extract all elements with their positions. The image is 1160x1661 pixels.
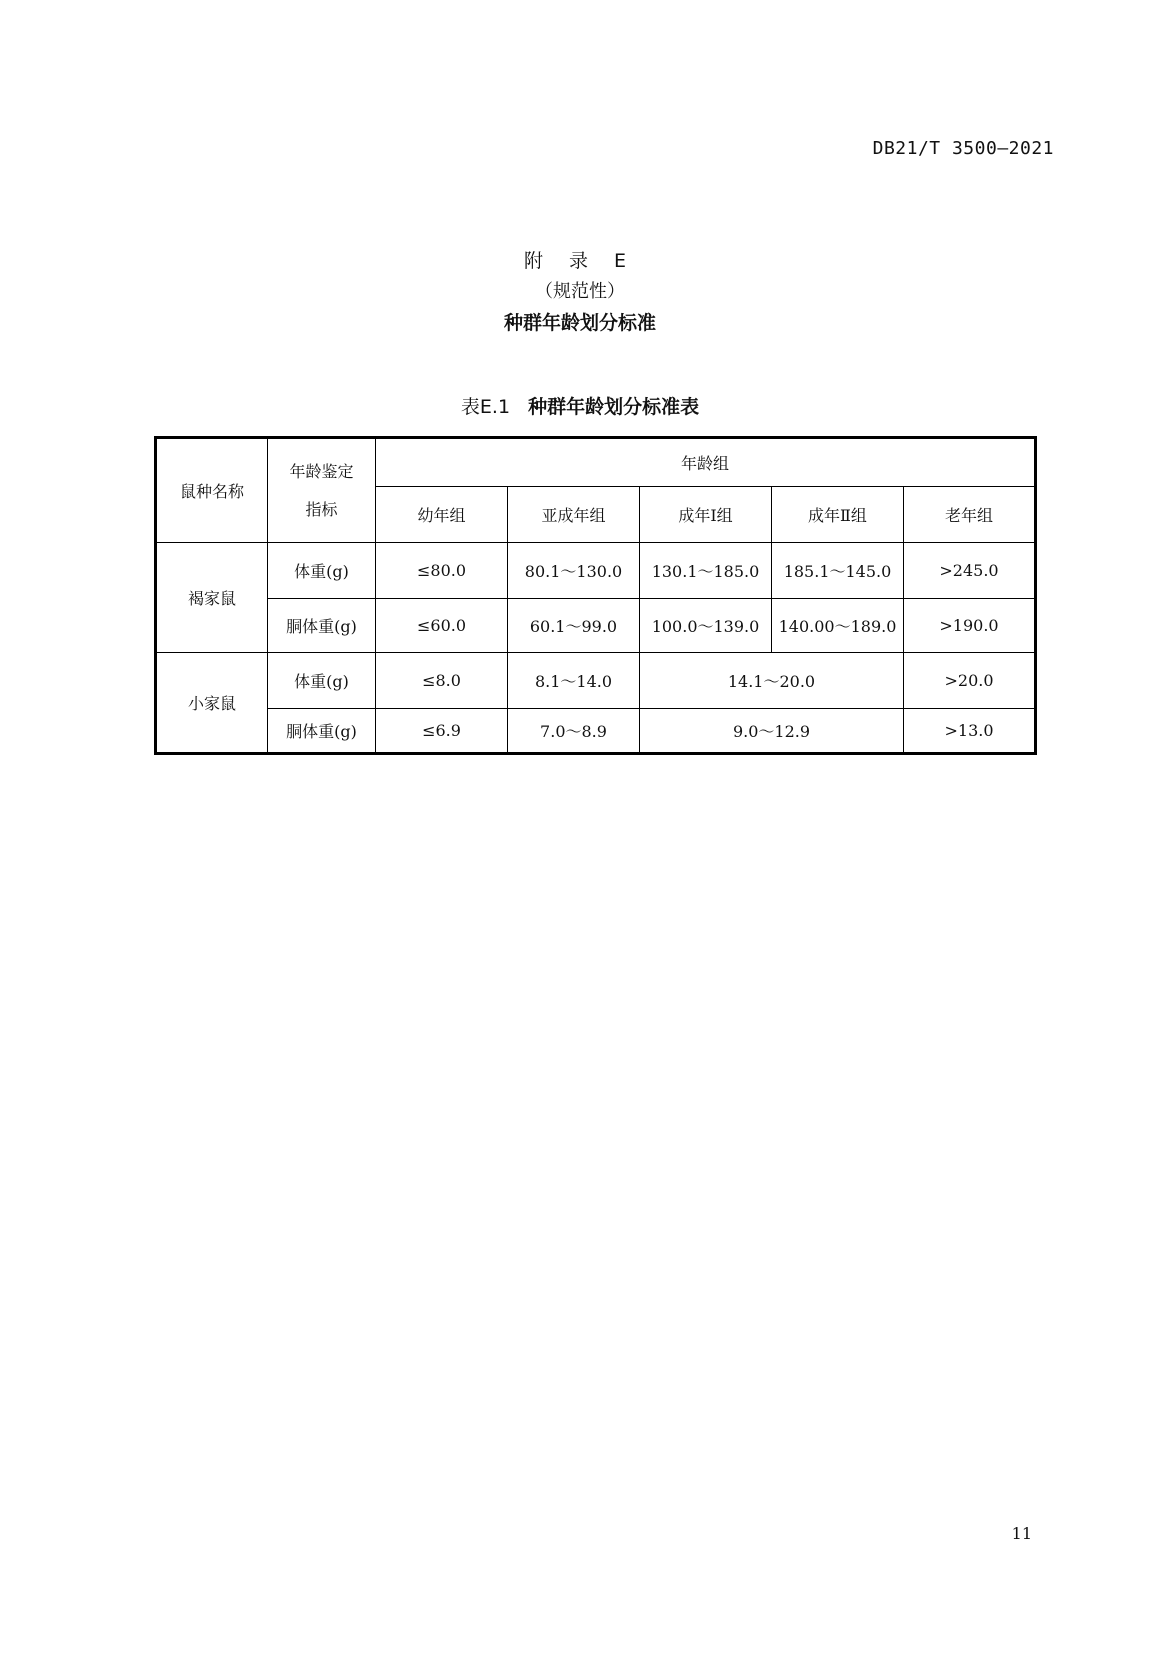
value-cell: >245.0 [904,543,1036,599]
value-cell: ≤80.0 [376,543,508,599]
table-row [156,599,1036,653]
indicator-cell: 胴体重(g) [268,599,376,653]
table-caption-title: 种群年龄划分标准表 [528,396,700,418]
document-code: DB21/T 3500—2021 [872,138,1054,159]
header-indicator [268,438,376,543]
value-cell: >20.0 [904,653,1036,709]
value-cell-merged: 9.0～12.9 [640,709,904,754]
header-age-old: 老年组 [904,487,1036,543]
header-age-group: 年龄组 [376,438,1036,487]
value-cell: ≤6.9 [376,709,508,754]
table-caption [0,392,1160,419]
header-species: 鼠种名称 [156,438,268,543]
header-age-adult-2: 成年Ⅱ组 [772,487,904,543]
value-cell: 7.0～8.9 [508,709,640,754]
page-number: 11 [1011,1524,1032,1543]
table-row [156,709,1036,754]
header-age-juvenile: 幼年组 [376,487,508,543]
table-caption-number: 表E.1 [460,396,511,418]
value-cell: 60.1～99.0 [508,599,640,653]
species-name: 小家鼠 [156,653,268,754]
table-row [156,653,1036,709]
header-row [156,438,1036,487]
appendix-title: 种群年龄划分标准 [503,312,656,334]
appendix-type: （规范性） [535,281,625,302]
indicator-cell: 胴体重(g) [268,709,376,754]
indicator-cell: 体重(g) [268,653,376,709]
species-name: 褐家鼠 [156,543,268,653]
value-cell: 8.1～14.0 [508,653,640,709]
header-age-adult-1: 成年Ⅰ组 [640,487,772,543]
value-cell: 185.1～145.0 [772,543,904,599]
indicator-cell: 体重(g) [268,543,376,599]
value-cell: >190.0 [904,599,1036,653]
header-indicator-line1: 年龄鉴定 [289,461,354,481]
header-indicator-line2: 指标 [305,499,338,519]
header-age-subadult: 亚成年组 [508,487,640,543]
value-cell: 130.1～185.0 [640,543,772,599]
value-cell: ≤8.0 [376,653,508,709]
value-cell-merged: 14.1～20.0 [640,653,904,709]
table-row [156,543,1036,599]
value-cell: ≤60.0 [376,599,508,653]
value-cell: 100.0～139.0 [640,599,772,653]
value-cell: >13.0 [904,709,1036,754]
appendix-label: 附 录 E [523,250,637,272]
age-classification-table [154,436,1037,755]
value-cell: 80.1～130.0 [508,543,640,599]
value-cell: 140.00～189.0 [772,599,904,653]
